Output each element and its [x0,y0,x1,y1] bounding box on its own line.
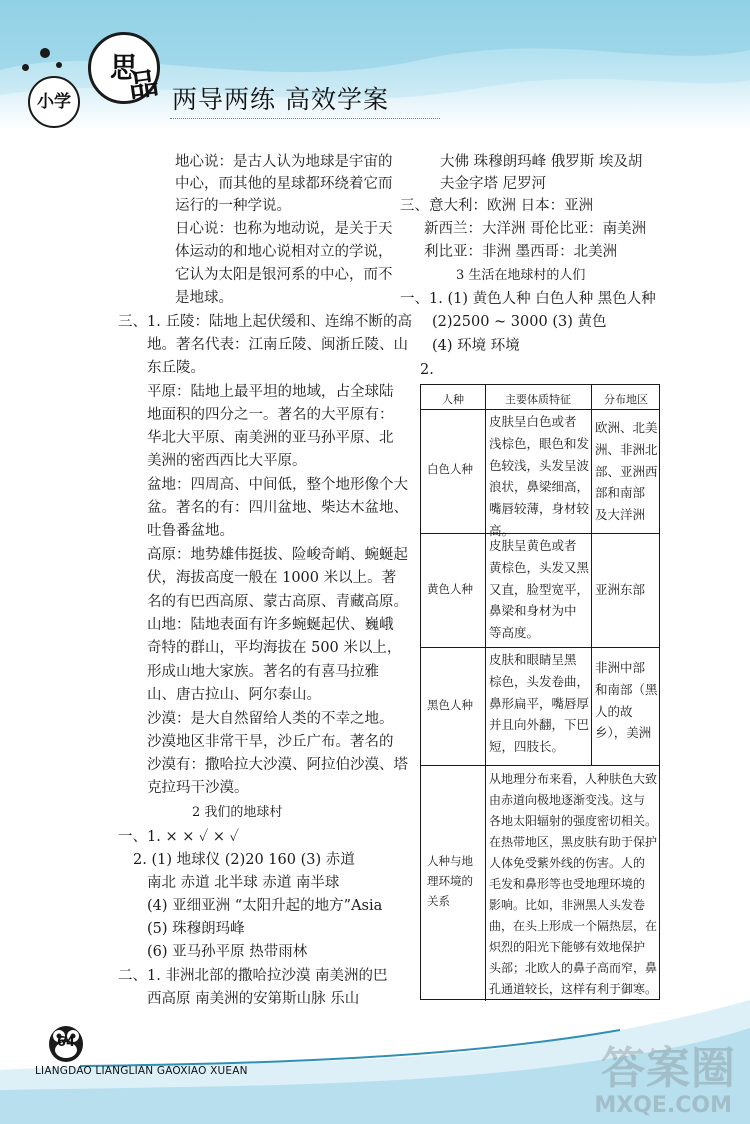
decor-dot [22,64,29,71]
answer-line: 沙漠有：撒哈拉大沙漠、阿拉伯沙漠、塔 [147,757,408,773]
answer-line: 形成山地大家族。著名的有喜马拉雅 [147,664,379,680]
page-number: 64 [57,1035,76,1050]
answer-line: 一、1. × × ✓ × ✓ [118,829,240,845]
section-title: 3 生活在地球村的人们 [456,268,586,283]
race-name-yellow: 黄色人种 [427,582,473,596]
watermark-url: MXQE.COM [594,1093,732,1118]
answer-line: 地心说：是古人认为地球是宇宙的 [175,154,393,170]
features-black: 皮肤和眼睛呈黑 棕色，头发卷曲， 鼻形扁平，嘴唇厚 并且向外翻，下巴 短，四肢长。 [489,652,590,755]
answer-line: (5) 珠穆朗玛峰 [147,921,245,937]
answer-line: 南北 赤道 北半球 赤道 南半球 [147,875,340,891]
answer-line: 体运动的和地心说相对立的学说， [175,244,393,260]
answer-line: 二、1. 非洲北部的撒哈拉沙漠 南美洲的巴 [118,968,388,984]
answer-line: 利比亚：非洲 墨西哥：北美洲 [424,244,618,260]
answer-line: 盆。著名的有：四川盆地、柴达木盆地、 [147,500,408,516]
answer-line: 是地球。 [175,290,233,306]
answer-line: 高原：地势雄伟挺拔、险峻奇峭、蜿蜒起 [147,547,408,563]
answer-line: 新西兰：大洋洲 哥伦比亚：南美洲 [424,221,647,237]
answer-line: 中心，而其他的星球都环绕着它而 [175,176,393,192]
features-white: 皮肤呈白色或者 浅棕色，眼色和发 色较浅，头发呈波 浪状，鼻梁细高， 嘴唇较薄，身材较 高。 [489,414,590,538]
answer-line: 2. (1) 地球仪 (2)20 160 (3) 赤道 [133,852,355,868]
answer-line: (2)2500 ~ 3000 (3) 黄色 [432,314,607,330]
section-title: 2 我们的地球村 [192,805,283,820]
race-name-black: 黑色人种 [427,698,473,712]
answer-line: 三、1. 丘陵：陆地上起伏缓和、连绵不断的高 [118,314,412,330]
series-name: LIANGDAO LIANGLIAN GAOXIAO XUEAN [35,1065,248,1077]
answer-line: 东丘陵。 [147,360,205,376]
regions-black: 非洲中部 和南部（黑 人的故 乡），美洲 [595,660,658,741]
regions-white: 欧洲、北美 洲、非洲北 部、亚洲西 部和南部 及大洋洲 [595,420,658,523]
watermark-logo: 答案圈 [601,1043,736,1094]
answer-line: 美洲的密西西比大平原。 [147,453,307,469]
answer-line: 日心说：也称为地动说，是关于天 [175,221,393,237]
answer-line: 克拉玛干沙漠。 [147,780,249,796]
decor-dot [56,62,62,68]
race-table [420,384,660,1000]
answer-line: 山、唐古拉山、阿尔泰山。 [147,687,321,703]
book-title: 两导两练 高效学案 [172,85,389,114]
regions-yellow: 亚洲东部 [595,582,646,597]
race-environment-label: 人种与地 理环境的 关系 [427,854,473,908]
logo-small-badge: 小学 [28,76,80,128]
answer-line: 名的有巴西高原、蒙古高原、青藏高原。 [147,594,408,610]
features-yellow: 皮肤呈黄色或者 黄棕色，头发又黑 又直，脸型宽平， 鼻梁和身材为中 等高度。 [489,538,590,641]
answer-line: 伏，海拔高度一般在 1000 米以上。著 [147,570,397,586]
header-divider [170,118,440,119]
answer-line: 西高原 南美洲的安第斯山脉 乐山 [147,991,360,1007]
table-header-race: 人种 [442,393,464,406]
answer-line: 地面积的四分之一。著名的大平原有： [147,407,394,423]
table-header-regions: 分布地区 [604,393,648,406]
answer-line: 大佛 珠穆朗玛峰 俄罗斯 埃及胡 [440,154,643,170]
answer-line: 它认为太阳是银河系的中心，而不 [175,267,393,283]
answer-line: 2. [420,362,434,378]
answer-line: (4) 亚细亚洲 “太阳升起的地方”Asia [147,898,383,914]
answer-line: (6) 亚马孙平原 热带雨林 [147,944,308,960]
answer-line: 盆地：四周高、中间低，整个地形像个大 [147,477,408,493]
logo-main-word: 品 [126,66,161,105]
answer-line: 山地：陆地表面有许多蜿蜒起伏、巍峨 [147,617,394,633]
page-header [0,0,750,130]
answer-line: 华北大平原、南美洲的亚马孙平原、北 [147,430,394,446]
answer-line: 平原：陆地上最平坦的地域，占全球陆 [147,384,394,400]
answer-line: 一、1. (1) 黄色人种 白色人种 黑色人种 [400,291,656,307]
answer-line: 奇特的群山，平均海拔在 500 米以上， [147,640,402,656]
answer-line: 三、意大利：欧洲 日本：亚洲 [400,198,594,214]
answer-line: (4) 环境 环境 [432,338,520,354]
answer-line: 沙漠：是大自然留给人类的不幸之地。 [147,711,394,727]
answer-line: 地。著名代表：江南丘陵、闽浙丘陵、山 [147,337,408,353]
answer-line: 沙漠地区非常干旱，沙丘广布。著名的 [147,734,394,750]
decor-dot [40,48,50,58]
answer-line: 夫金字塔 尼罗河 [440,176,547,192]
table-header-features: 主要体质特征 [505,393,571,406]
race-environment-text: 从地理分布来看，人种肤色大致 由赤道向极地逐渐变浅。这与 各地太阳辐射的强度密切相关。 在热带地区，黑皮肤有助于保护 人体免受紫外线的伤害。人的 毛发和鼻形等也受地理环境的 影响。比如，非洲黑人头发卷 曲，在头上形成一个隔热层，在 炽烈的阳光下能够有效地保护 头部；北欧人的鼻子高而窄，鼻 孔通道较长，这样有利于御寒。 [489,772,658,996]
answer-line: 运行的一种学说。 [175,198,291,214]
answer-line: 吐鲁番盆地。 [147,523,234,539]
race-name-white: 白色人种 [427,462,473,476]
logo-main-badge: 思 [88,32,160,104]
